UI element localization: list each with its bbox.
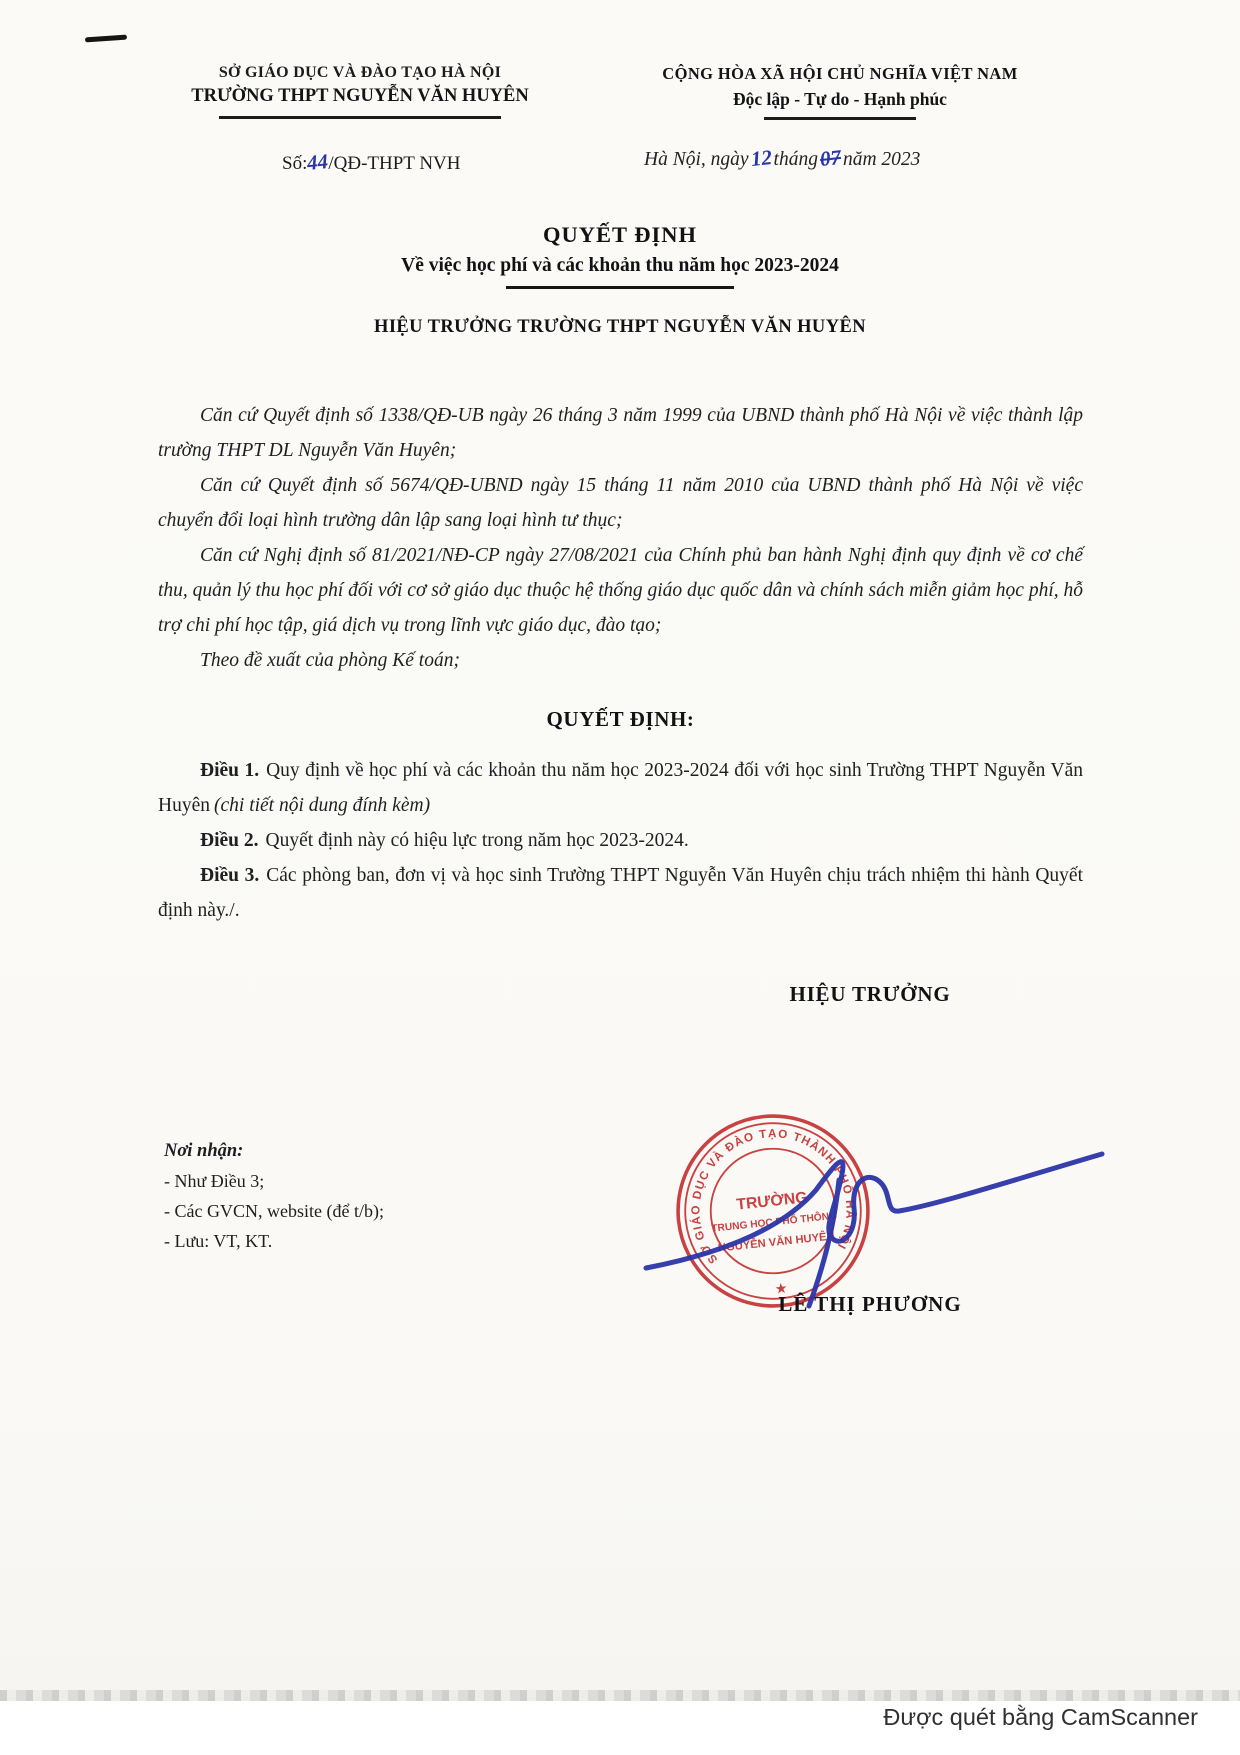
title-rule: [506, 286, 734, 289]
article-3-label: Điều 3.: [200, 865, 260, 886]
recipients-heading: Nơi nhận:: [164, 1141, 244, 1161]
date-part3: năm 2023: [842, 149, 921, 170]
stamp-line3: NGUYỄN VĂN HUYÊN: [717, 1230, 836, 1255]
school-name: TRƯỜNG THPT NGUYỄN VĂN HUYÊN: [191, 86, 529, 106]
header-left: [148, 64, 572, 119]
recipient-item: - Lưu: VT, KT.: [164, 1231, 273, 1251]
document-number: [282, 150, 460, 175]
decision-heading: QUYẾT ĐỊNH:: [546, 707, 695, 731]
article-3-text: Các phòng ban, đơn vị và học sinh Trường THPT Nguyễn Văn Huyên chịu trách nhiệm thi hành Quyết định này./.: [158, 865, 1083, 921]
article-1-label: Điều 1.: [200, 760, 260, 781]
stamp-ring-text: SỞ GIÁO DỤC VÀ ĐÀO TẠO THÀNH PHỐ HÀ NỘI: [689, 1127, 857, 1266]
article-1-text: Quy định về học phí và các khoản thu năm học 2023-2024 đối với học sinh Trường THPT Nguyễn Văn Huyên: [158, 760, 1083, 816]
header-right: [600, 64, 1080, 120]
handwritten-day: 12: [749, 144, 773, 172]
stamp-line1: TRƯỜNG: [735, 1189, 809, 1214]
preamble-paragraph: Căn cứ Nghị định số 81/2021/NĐ-CP ngày 27/08/2021 của Chính phủ ban hành Nghị định quy định về cơ chế thu, quản lý thu học phí đối với cơ sở giáo dục thuộc hệ thống giáo dục quốc dân và chính sách miễn giảm học phí, hỗ trợ chi phí học tập, giá dịch vụ trong lĩnh vực giáo dục, đào tạo;: [158, 545, 1083, 636]
preamble-paragraph: Căn cứ Quyết định số 1338/QĐ-UB ngày 26 tháng 3 năm 1999 của UBND thành phố Hà Nội về việc thành lập trường THPT DL Nguyễn Văn Huyên;: [158, 405, 1083, 461]
article-1-note: (chi tiết nội dung đính kèm): [214, 795, 431, 816]
date-part2: tháng: [773, 149, 818, 170]
recipient-item: - Các GVCN, website (để t/b);: [164, 1201, 384, 1221]
national-title: CỘNG HÒA XÃ HỘI CHỦ NGHĨA VIỆT NAM: [662, 64, 1018, 83]
document-title: QUYẾT ĐỊNH: [543, 222, 697, 247]
recipient-item: - Như Điều 3;: [164, 1171, 265, 1191]
national-motto: Độc lập - Tự do - Hạnh phúc: [733, 89, 947, 109]
document-body: [158, 398, 1083, 928]
doc-number-suffix: /QĐ-THPT NVH: [328, 153, 461, 174]
handwritten-month: 07: [818, 144, 843, 172]
signature-ink-icon: [638, 1116, 1110, 1316]
issuer-title: HIỆU TRƯỞNG TRƯỜNG THPT NGUYỄN VĂN HUYÊN: [374, 316, 866, 337]
handwritten-number: 44: [306, 148, 330, 176]
article-2-text: Quyết định này có hiệu lực trong năm học 2023-2024.: [265, 830, 689, 851]
recipients-block: [164, 1136, 384, 1256]
article-1: [158, 753, 1083, 823]
signer-position: HIỆU TRƯỞNG: [789, 982, 951, 1006]
header-left-rule: [219, 116, 501, 119]
document-subtitle: Về việc học phí và các khoản thu năm học 2023-2024: [401, 255, 839, 276]
stamp-star-icon: ★: [774, 1280, 789, 1298]
scan-artifact-dash: [85, 35, 127, 43]
preamble-paragraph: Theo đề xuất của phòng Kế toán;: [200, 650, 460, 671]
article-2-label: Điều 2.: [200, 830, 259, 851]
preamble-paragraph: Căn cứ Quyết định số 5674/QĐ-UBND ngày 15 tháng 11 năm 2010 của UBND thành phố Hà Nội về việc chuyển đổi loại hình trường dân lập sang loại hình tư thục;: [158, 475, 1083, 531]
scan-edge-artifact: [0, 1690, 1240, 1701]
camscanner-note: Được quét bằng CamScanner: [883, 1704, 1198, 1730]
title-block: [120, 222, 1120, 338]
header-right-rule: [764, 117, 916, 120]
doc-number-prefix: Số:: [282, 153, 308, 174]
article-3: [158, 858, 1083, 928]
date-line: [642, 146, 1042, 171]
department-name: SỞ GIÁO DỤC VÀ ĐÀO TẠO HÀ NỘI: [218, 64, 502, 81]
stamp-line2: TRUNG HỌC PHỔ THÔNG: [710, 1210, 838, 1235]
article-2: [158, 823, 1083, 858]
date-part1: Hà Nội, ngày: [644, 149, 749, 170]
signer-name: LÊ THỊ PHƯƠNG: [778, 1292, 962, 1316]
